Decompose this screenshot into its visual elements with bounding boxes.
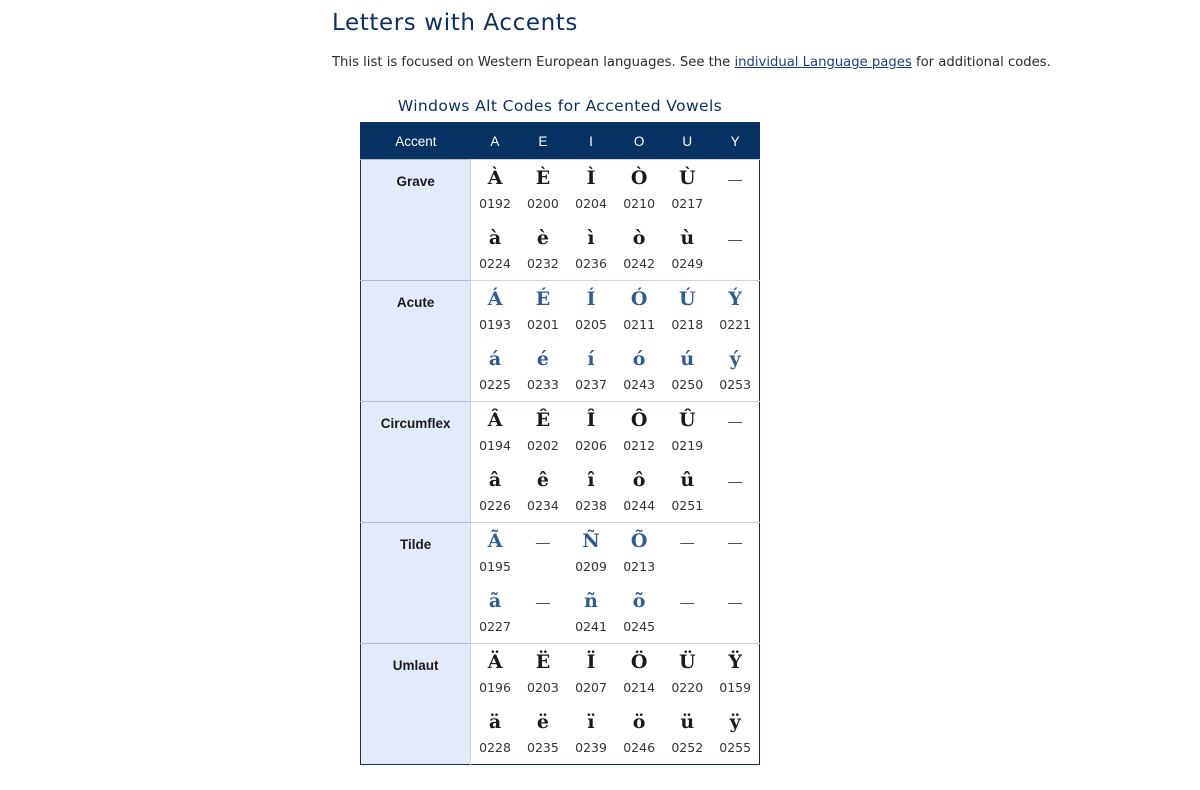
- accented-letter: Ê: [535, 409, 551, 431]
- accented-letter: ñ: [584, 590, 598, 612]
- letter-cell: [663, 644, 711, 705]
- letter-cell: [471, 341, 519, 402]
- accent-name-cell: Umlaut: [361, 644, 471, 765]
- alt-code: 0236: [575, 256, 607, 271]
- accented-letter: Ÿ: [728, 651, 742, 673]
- alt-code: 0241: [575, 619, 607, 634]
- letter-cell: [567, 160, 615, 221]
- alt-code: 0225: [479, 377, 511, 392]
- accented-letter: û: [680, 469, 695, 491]
- alt-code: 0217: [671, 196, 704, 211]
- letter-cell: [663, 220, 711, 281]
- table-row: [361, 402, 760, 463]
- letter-cell: [663, 704, 711, 765]
- accent-name-cell: Acute: [361, 281, 471, 402]
- alt-code: 0206: [575, 438, 607, 453]
- accented-letter: ê: [536, 469, 549, 491]
- accented-letter: â: [488, 469, 502, 491]
- accented-letter: Ñ: [582, 530, 600, 552]
- letter-cell: [567, 402, 615, 463]
- letter-cell: [711, 462, 759, 523]
- accented-letter: á: [488, 348, 502, 370]
- alt-code: 0192: [479, 196, 511, 211]
- alt-code: 0207: [575, 680, 607, 695]
- alt-code: 0193: [479, 317, 511, 332]
- letter-cell: [711, 402, 759, 463]
- letter-cell: [711, 341, 759, 402]
- letter-cell: [567, 462, 615, 523]
- accented-letter: Ó: [630, 288, 648, 310]
- alt-code: 0252: [671, 740, 704, 755]
- letter-cell: [471, 281, 519, 342]
- alt-code: 0253: [719, 377, 752, 392]
- alt-code: 0227: [479, 619, 511, 634]
- accent-name-cell: Circumflex: [361, 402, 471, 523]
- letter-cell: [663, 281, 711, 342]
- unavailable-dash: —: [728, 171, 743, 187]
- alt-code: 0202: [527, 438, 559, 453]
- letter-cell: [471, 220, 519, 281]
- accented-letter: Ö: [630, 651, 648, 673]
- letter-cell: [519, 402, 567, 463]
- alt-code: 0195: [479, 559, 511, 574]
- alt-code: 0226: [479, 498, 511, 513]
- alt-code: 0205: [575, 317, 607, 332]
- accented-letter: È: [535, 167, 551, 189]
- unavailable-dash: —: [728, 473, 743, 489]
- letter-cell: [711, 220, 759, 281]
- letter-cell: [663, 160, 711, 221]
- unavailable-dash: —: [728, 231, 743, 247]
- alt-code: 0251: [671, 498, 704, 513]
- table-caption: Windows Alt Codes for Accented Vowels: [397, 97, 723, 115]
- accented-letter: ï: [587, 711, 595, 733]
- accented-letter: Ý: [728, 288, 742, 310]
- alt-code: 0244: [623, 498, 656, 513]
- letter-cell: [519, 220, 567, 281]
- letter-cell: [519, 462, 567, 523]
- letter-cell: [663, 341, 711, 402]
- alt-code: 0218: [671, 317, 704, 332]
- alt-code: 0212: [623, 438, 656, 453]
- alt-code: 0210: [623, 196, 656, 211]
- letter-cell: [471, 523, 519, 584]
- alt-code: 0232: [527, 256, 559, 271]
- unavailable-dash: —: [728, 534, 743, 550]
- alt-code: 0246: [623, 740, 656, 755]
- alt-code: 0250: [671, 377, 704, 392]
- letter-cell: [615, 462, 663, 523]
- alt-code: 0224: [479, 256, 511, 271]
- accented-letter: í: [587, 348, 595, 370]
- header-accent: Accent: [361, 123, 471, 160]
- accented-letter: Ü: [678, 651, 696, 673]
- accented-letter: É: [535, 288, 551, 310]
- header-u: U: [663, 123, 711, 160]
- alt-code: 0245: [623, 619, 656, 634]
- alt-code: 0196: [479, 680, 511, 695]
- accented-letter: Ì: [586, 167, 596, 189]
- accented-letter: Ù: [678, 167, 696, 189]
- header-o: O: [615, 123, 663, 160]
- unavailable-dash: —: [680, 594, 695, 610]
- page-title: Letters with Accents: [332, 10, 578, 36]
- letter-cell: [663, 462, 711, 523]
- letter-cell: [615, 341, 663, 402]
- accented-letter: ý: [729, 348, 741, 370]
- letter-cell: [615, 523, 663, 584]
- header-e: E: [519, 123, 567, 160]
- intro-text-after: for additional codes.: [911, 55, 1051, 70]
- accented-letter: ü: [680, 711, 695, 733]
- alt-code: 0235: [527, 740, 559, 755]
- accented-letter: Ä: [487, 651, 503, 673]
- letter-cell: [711, 523, 759, 584]
- alt-code: 0211: [623, 317, 656, 332]
- alt-code: 0204: [575, 196, 607, 211]
- accented-letter: Ë: [535, 651, 551, 673]
- letter-cell: [567, 583, 615, 644]
- alt-code: 0219: [671, 438, 704, 453]
- accented-letter: ô: [632, 469, 646, 491]
- letter-cell: [471, 160, 519, 221]
- accented-letter: Ï: [586, 651, 596, 673]
- alt-code: 0228: [479, 740, 511, 755]
- letter-cell: [615, 704, 663, 765]
- letter-cell: [519, 583, 567, 644]
- unavailable-dash: —: [535, 594, 550, 610]
- accented-letter: Á: [487, 288, 503, 310]
- letter-cell: [663, 402, 711, 463]
- unavailable-dash: —: [728, 413, 743, 429]
- unavailable-dash: —: [535, 534, 550, 550]
- alt-code: 0255: [719, 740, 752, 755]
- letter-cell: [471, 644, 519, 705]
- letter-cell: [519, 523, 567, 584]
- letter-cell: [663, 523, 711, 584]
- letter-cell: [567, 341, 615, 402]
- intro-text-before: This list is focused on Western European languages. See the: [332, 55, 735, 70]
- letter-cell: [711, 704, 759, 765]
- accented-letter: ó: [632, 348, 646, 370]
- alt-code: 0213: [623, 559, 656, 574]
- accented-letter: õ: [632, 590, 646, 612]
- alt-codes-table: [360, 122, 760, 765]
- letter-cell: [519, 160, 567, 221]
- table-row: [361, 523, 760, 584]
- header-a: A: [471, 123, 519, 160]
- letter-cell: [711, 644, 759, 705]
- letter-cell: [711, 160, 759, 221]
- letter-cell: [711, 281, 759, 342]
- letter-cell: [567, 523, 615, 584]
- accented-letter: Ã: [487, 530, 503, 552]
- accented-letter: ù: [680, 227, 695, 249]
- accented-letter: ä: [488, 711, 502, 733]
- letter-cell: [615, 281, 663, 342]
- accent-name-cell: Grave: [361, 160, 471, 281]
- alt-code: 0237: [575, 377, 607, 392]
- accented-letter: Â: [487, 409, 503, 431]
- accented-letter: Î: [586, 409, 596, 431]
- letter-cell: [519, 704, 567, 765]
- letter-cell: [471, 583, 519, 644]
- letter-cell: [519, 281, 567, 342]
- unavailable-dash: —: [728, 594, 743, 610]
- accented-letter: à: [488, 227, 502, 249]
- alt-code: 0234: [527, 498, 559, 513]
- accented-letter: é: [536, 348, 549, 370]
- letter-cell: [711, 583, 759, 644]
- accent-name-cell: Tilde: [361, 523, 471, 644]
- accented-letter: ö: [632, 711, 646, 733]
- letter-cell: [519, 644, 567, 705]
- alt-code: 0221: [719, 317, 752, 332]
- letter-cell: [471, 704, 519, 765]
- letter-cell: [567, 220, 615, 281]
- alt-code: 0200: [527, 196, 559, 211]
- alt-code: 0209: [575, 559, 607, 574]
- language-pages-link[interactable]: individual Language pages: [734, 55, 912, 70]
- letter-cell: [567, 281, 615, 342]
- accented-letter: ë: [536, 711, 549, 733]
- letter-cell: [519, 341, 567, 402]
- letter-cell: [663, 583, 711, 644]
- alt-code: 0214: [623, 680, 656, 695]
- accented-letter: è: [536, 227, 549, 249]
- accented-letter: î: [587, 469, 595, 491]
- alt-code: 0201: [527, 317, 559, 332]
- letter-cell: [471, 462, 519, 523]
- table-row: [361, 160, 760, 221]
- alt-code: 0159: [719, 680, 752, 695]
- letter-cell: [471, 402, 519, 463]
- letter-cell: [615, 220, 663, 281]
- letter-cell: [567, 704, 615, 765]
- accented-letter: Ú: [678, 288, 696, 310]
- accented-letter: Ò: [630, 167, 648, 189]
- accented-letter: À: [487, 167, 503, 189]
- letter-cell: [615, 160, 663, 221]
- table-body: [361, 160, 760, 765]
- alt-code: 0194: [479, 438, 511, 453]
- accented-letter: Í: [586, 288, 596, 310]
- letter-cell: [567, 644, 615, 705]
- accented-letter: ÿ: [729, 711, 741, 733]
- header-y: Y: [711, 123, 759, 160]
- table-row: [361, 644, 760, 705]
- letter-cell: [615, 644, 663, 705]
- table-row: [361, 281, 760, 342]
- alt-code: 0203: [527, 680, 559, 695]
- alt-code: 0220: [671, 680, 704, 695]
- accented-letter: Û: [678, 409, 696, 431]
- accented-letter: Õ: [630, 530, 648, 552]
- accented-letter: ã: [488, 590, 502, 612]
- alt-code: 0238: [575, 498, 607, 513]
- table-header-row: [361, 123, 760, 160]
- alt-code: 0243: [623, 377, 656, 392]
- header-i: I: [567, 123, 615, 160]
- alt-code: 0242: [623, 256, 656, 271]
- alt-code: 0249: [671, 256, 704, 271]
- accented-letter: Ô: [630, 409, 648, 431]
- alt-code: 0239: [575, 740, 607, 755]
- letter-cell: [615, 402, 663, 463]
- intro-paragraph: [332, 55, 1051, 70]
- accented-letter: ú: [680, 348, 695, 370]
- unavailable-dash: —: [680, 534, 695, 550]
- accented-letter: ò: [632, 227, 646, 249]
- alt-code: 0233: [527, 377, 559, 392]
- letter-cell: [615, 583, 663, 644]
- accented-letter: ì: [587, 227, 595, 249]
